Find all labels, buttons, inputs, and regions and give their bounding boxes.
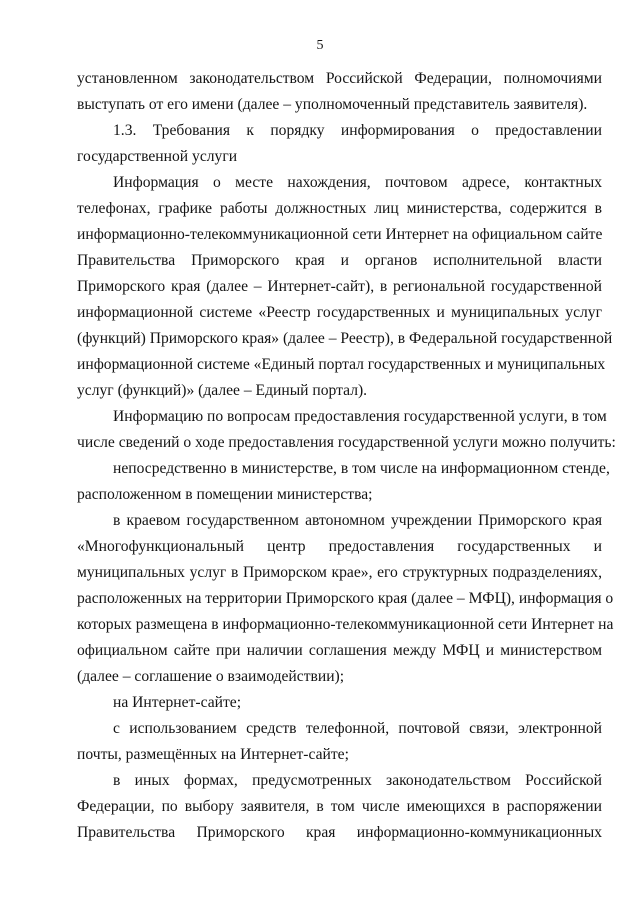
text-line: Федерации, по выбору заявителя, в том числе имеющихся в распоряжении [77,798,602,815]
section-heading-line: 1.3. Требования к порядку информирования о предоставлении [113,122,602,139]
text-line: в краевом государственном автономном учреждении Приморского края [113,512,602,529]
page-number: 5 [316,38,324,53]
text-line: выступать от его имени (далее – уполномоченный представитель заявителя). [77,96,588,113]
text-line: «Многофункциональный центр предоставления государственных и [77,538,602,555]
text-line: информационной системе «Единый портал государственных и муниципальных [77,356,606,373]
text-line: Приморского края (далее – Интернет-сайт), в региональной государственной [77,278,602,295]
text-line: установленном законодательством Российской Федерации, полномочиями [77,70,602,87]
text-line: на Интернет-сайте; [113,694,242,711]
text-line: почты, размещённых на Интернет-сайте; [77,746,349,763]
text-line: официальном сайте при наличии соглашения между МФЦ и министерством [77,642,602,659]
text-line: числе сведений о ходе предоставления государственной услуги можно получить: [77,434,616,451]
text-line: Информация о месте нахождения, почтовом адресе, контактных [113,174,602,191]
text-line: Правительства Приморского края информационно-коммуникационных [77,824,602,841]
text-line: телефонах, графике работы должностных лиц министерства, содержится в [77,200,602,217]
text-line: (далее – соглашение о взаимодействии); [77,668,345,685]
text-line: муниципальных услуг в Приморском крае», его структурных подразделениях, [77,564,602,581]
text-line: Информацию по вопросам предоставления государственной услуги, в том [113,408,607,425]
text-line: Правительства Приморского края и органов исполнительной власти [77,252,602,269]
text-line: с использованием средств телефонной, почтовой связи, электронной [113,720,602,737]
text-line: непосредственно в министерстве, в том числе на информационном стенде, [113,460,610,477]
text-line: информационной системе «Реестр государственных и муниципальных услуг [77,304,602,321]
text-line: в иных формах, предусмотренных законодательством Российской [113,772,602,789]
text-line: расположенном в помещении министерства; [77,486,373,503]
text-line: расположенных на территории Приморского края (далее – МФЦ), информация о [77,590,614,607]
text-line: (функций) Приморского края» (далее – Реестр), в Федеральной государственной [77,330,613,347]
section-heading-line: государственной услуги [77,148,238,165]
text-line: которых размещена в информационно-телекоммуникационной сети Интернет на [77,616,614,633]
text-line: услуг (функций)» (далее – Единый портал). [77,382,368,399]
text-line: информационно-телекоммуникационной сети Интернет на официальном сайте [77,226,603,243]
